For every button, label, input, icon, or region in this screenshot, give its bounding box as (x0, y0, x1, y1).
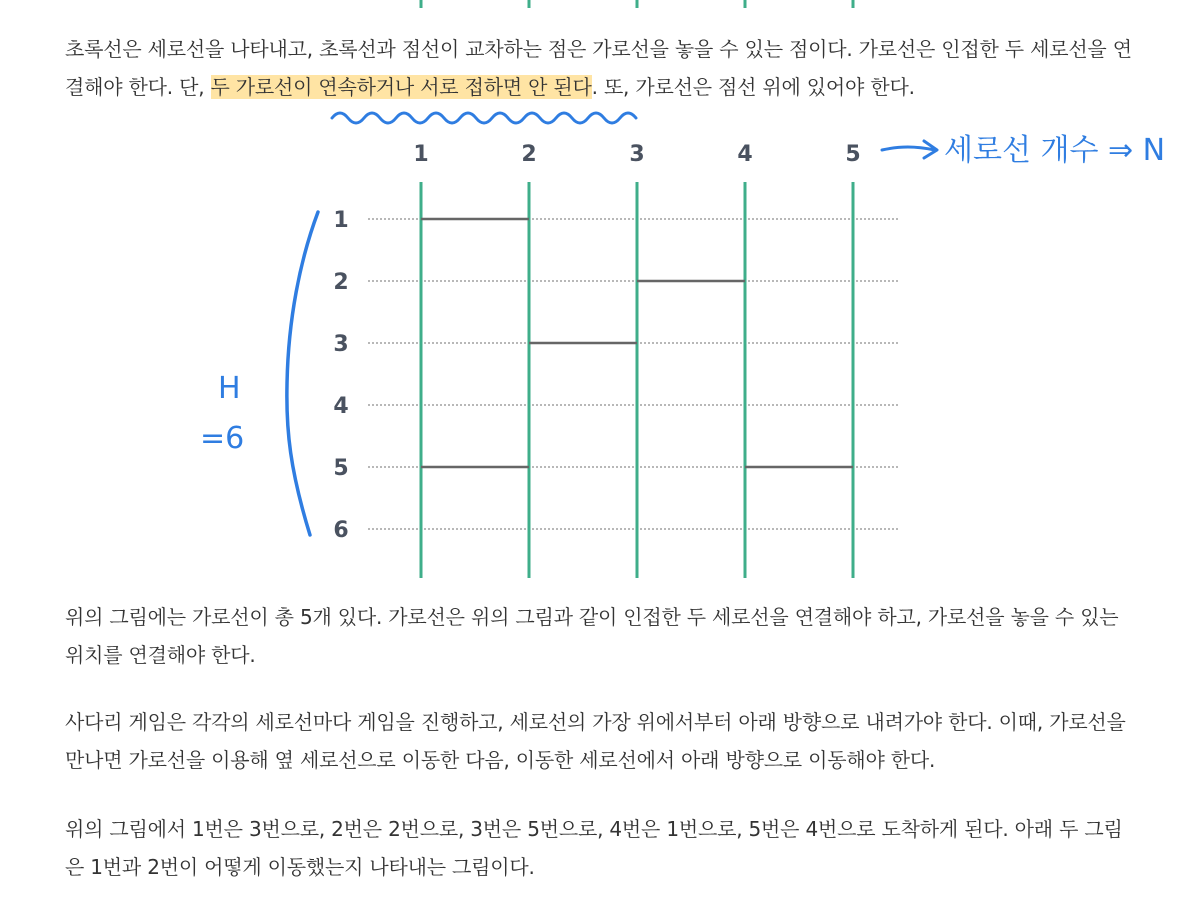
column-label: 1 (413, 142, 429, 167)
column-label: 4 (737, 142, 753, 167)
row-label: 5 (333, 456, 349, 481)
column-label: 2 (521, 142, 537, 167)
paragraph-results: 위의 그림에서 1번은 3번으로, 2번은 2번으로, 3번은 5번으로, 4번은 1번으로, 5번은 4번으로 도착하게 된다. 아래 두 그림은 1번과 2번이 어떻게 이동했는지 나타내는 그림이다. (65, 817, 1123, 879)
dotted-row-lines (368, 219, 898, 529)
arrow-icon (882, 141, 937, 158)
row-labels (333, 208, 348, 543)
brace-icon (287, 212, 318, 535)
annotation-eq-text: =6 (200, 421, 245, 456)
row-label: 4 (333, 394, 349, 419)
previous-figure-stubs (421, 0, 853, 8)
annotation-vertical-count-text: 세로선 개수 ⇒ N (944, 133, 1166, 168)
paragraph-figure-description: 위의 그림에는 가로선이 총 5개 있다. 가로선은 위의 그림과 같이 인접한 두 세로선을 연결해야 하고, 가로선을 놓을 수 있는 위치를 연결해야 한다. (65, 605, 1119, 667)
row-label: 1 (333, 208, 349, 233)
paragraph-rules (65, 30, 1140, 106)
column-label: 3 (629, 142, 645, 167)
paragraph-rules-after: . 또, 가로선은 점선 위에 있어야 한다. (591, 75, 915, 99)
row-label: 2 (333, 270, 349, 295)
paragraph-game-rules: 사다리 게임은 각각의 세로선마다 게임을 진행하고, 세로선의 가장 위에서부터 아래 방향으로 내려가야 한다. 이때, 가로선을 만나면 가로선을 이용해 옆 세로선으로 이동한 다음, 이동한 세로선에서 아래 방향으로 이동해야 한다. (65, 710, 1126, 772)
vertical-lines (421, 182, 853, 578)
column-label: 5 (845, 142, 861, 167)
annotation-h-text: H (218, 371, 241, 406)
handwritten-annotation-top (882, 133, 1165, 168)
row-label: 3 (333, 332, 349, 357)
highlighted-rule: 두 가로선이 연속하거나 서로 접하면 안 된다 (210, 75, 592, 99)
column-labels (413, 142, 860, 167)
wavy-underline (332, 113, 636, 123)
paragraph-rules-before: 초록선은 세로선을 나타내고, 초록선과 점선이 교차하는 점은 가로선을 놓을 수 있는 점이다. 가로선은 인접한 두 세로선을 연결해야 한다. 단, (65, 37, 1132, 99)
handwritten-annotation-left (200, 212, 318, 535)
row-label: 6 (333, 518, 349, 543)
